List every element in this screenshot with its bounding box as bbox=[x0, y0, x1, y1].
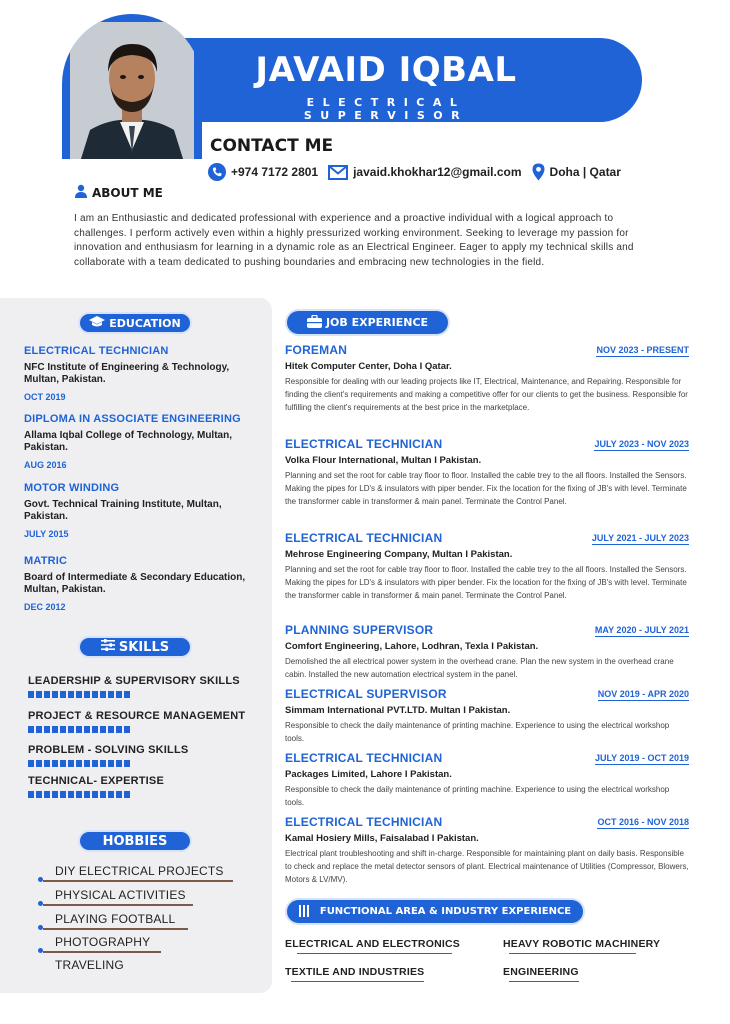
job-company: Hitek Computer Center, Doha I Qatar. bbox=[285, 361, 452, 372]
job-date: MAY 2020 - JULY 2021 bbox=[594, 625, 689, 635]
education-title: MOTOR WINDING bbox=[24, 482, 120, 494]
hobby-item bbox=[38, 888, 238, 902]
education-institution: NFC Institute of Engineering & Technology, Multan, Pakistan. bbox=[24, 362, 230, 385]
skill-level-block bbox=[28, 760, 34, 767]
job-item bbox=[285, 687, 689, 745]
skill-level-bar bbox=[28, 791, 258, 798]
education-title: ELECTRICAL TECHNICIAN bbox=[24, 345, 169, 357]
job-item bbox=[285, 531, 689, 602]
job-description: Planning and set the root for cable tray floor to floor. Installed the cable trey to the all floors. Installed the Sensors. Making the pipes for LD's & insulators with piper bender. Fix the location for the fixing of JB's with level. Terminate the transformer cable in transformer & main panel. Terminate the Control Panel. bbox=[285, 565, 687, 600]
skill-level-block bbox=[124, 760, 130, 767]
education-heading bbox=[78, 312, 192, 334]
job-company: Simmam International PVT.LTD. Multan I Pakistan. bbox=[285, 705, 511, 716]
skill-level-block bbox=[36, 791, 42, 798]
job-item bbox=[285, 437, 689, 508]
skill-level-bar bbox=[28, 691, 258, 698]
skill-level-block bbox=[76, 726, 82, 733]
skills-heading bbox=[78, 636, 192, 658]
skill-name: LEADERSHIP & SUPERVISORY SKILLS bbox=[28, 675, 240, 687]
education-institution: Allama Iqbal College of Technology, Multan, Pakistan. bbox=[24, 430, 232, 453]
functional-area-item bbox=[503, 938, 660, 953]
job-role: ELECTRICAL TECHNICIAN bbox=[285, 751, 443, 765]
skill-level-block bbox=[52, 791, 58, 798]
job-company: Comfort Engineering, Lahore, Lodhran, Texla I Pakistan. bbox=[285, 641, 539, 652]
skill-level-block bbox=[116, 791, 122, 798]
skill-level-block bbox=[76, 691, 82, 698]
skill-level-block bbox=[108, 691, 114, 698]
job-description: Demolished the all electrical power system in the overhead crane. Plan the new system in the overhead crane cabin. Installed the new automation electrical system in the panel. bbox=[285, 657, 674, 679]
skill-level-block bbox=[100, 791, 106, 798]
functional-area-item bbox=[285, 966, 424, 981]
skill-item bbox=[28, 744, 258, 767]
hobby-label: TRAVELING bbox=[55, 958, 124, 972]
job-company: Volka Flour International, Multan I Pakistan. bbox=[285, 455, 482, 466]
job-description: Responsible to check the daily maintenance of printing machine. Experience to using the electrical workshop tools. bbox=[285, 785, 670, 807]
skill-item bbox=[28, 710, 258, 733]
skill-name: TECHNICAL- EXPERTISE bbox=[28, 775, 165, 787]
skill-level-block bbox=[76, 760, 82, 767]
contact-row bbox=[208, 163, 631, 181]
functional-area-item bbox=[503, 966, 579, 981]
location-pin-icon bbox=[532, 163, 545, 181]
graduation-cap-icon bbox=[89, 316, 105, 331]
hobby-item bbox=[38, 912, 238, 926]
job-role: ELECTRICAL TECHNICIAN bbox=[285, 815, 443, 829]
functional-area-item bbox=[285, 938, 460, 953]
skill-level-block bbox=[28, 791, 34, 798]
education-date: JULY 2015 bbox=[24, 529, 69, 539]
skill-level-block bbox=[100, 691, 106, 698]
skill-level-block bbox=[68, 791, 74, 798]
hobby-label: PHOTOGRAPHY bbox=[55, 935, 151, 949]
skill-level-block bbox=[84, 691, 90, 698]
skill-level-block bbox=[44, 791, 50, 798]
job-role: PLANNING SUPERVISOR bbox=[285, 623, 434, 637]
job-role: ELECTRICAL SUPERVISOR bbox=[285, 687, 447, 701]
user-icon bbox=[74, 184, 92, 201]
candidate-name: JAVAID IQBAL bbox=[255, 50, 517, 90]
hobby-label: DIY ELECTRICAL PROJECTS bbox=[55, 864, 224, 878]
job-description: Planning and set the root for cable tray floor to floor. Installed the cable trey to the all floors. Installed the Sensors. Making the pipes for LD's & insulators with piper bender. Fix the location for the fixing of JB's with level. Terminate the transformer cable in transformer & main panel. Terminate the Control Panel. bbox=[285, 471, 687, 506]
skill-item bbox=[28, 675, 258, 698]
skill-level-bar bbox=[28, 726, 258, 733]
bullet-dot-icon bbox=[38, 948, 43, 953]
profile-photo bbox=[62, 14, 202, 159]
skill-level-block bbox=[60, 726, 66, 733]
skill-level-block bbox=[108, 760, 114, 767]
job-item bbox=[285, 343, 689, 414]
skills-heading-label: SKILLS bbox=[118, 639, 170, 655]
skill-level-block bbox=[28, 726, 34, 733]
skill-level-block bbox=[28, 691, 34, 698]
job-role: FOREMAN bbox=[285, 343, 348, 357]
bar-chart-icon bbox=[299, 904, 312, 920]
skill-level-block bbox=[116, 760, 122, 767]
skill-level-block bbox=[84, 791, 90, 798]
education-item bbox=[24, 413, 264, 470]
location-text: Doha | Qatar bbox=[549, 165, 621, 179]
candidate-job-title: ELECTRICAL SUPERVISOR bbox=[303, 96, 469, 122]
hobbies-heading: HOBBIES bbox=[78, 830, 192, 852]
skill-level-block bbox=[52, 691, 58, 698]
briefcase-icon bbox=[307, 315, 322, 331]
skill-level-block bbox=[76, 791, 82, 798]
hobby-item bbox=[38, 864, 238, 878]
phone-icon bbox=[208, 163, 226, 181]
skill-item bbox=[28, 775, 258, 798]
job-date: JULY 2021 - JULY 2023 bbox=[591, 533, 689, 543]
job-description: Responsible for dealing with our leading projects like IT, Electrical, Maintenance, and Repairing. Responsible for finding the client's requirements and making a competitive offer for our clients to get the business. Responsible for fulfilling the client's requirements at the best price in the marketplace. bbox=[285, 377, 688, 412]
bullet-dot-icon bbox=[38, 877, 43, 882]
education-date: AUG 2016 bbox=[24, 460, 67, 470]
education-title: DIPLOMA IN ASSOCIATE ENGINEERING bbox=[24, 413, 241, 425]
skill-level-block bbox=[68, 760, 74, 767]
bullet-dot-icon bbox=[38, 925, 43, 930]
skill-level-block bbox=[108, 726, 114, 733]
hobby-underline bbox=[43, 951, 161, 953]
about-text: I am an Enthusiastic and dedicated professional with experience and a proactive individual with a logical approach to challenges. I perform actively even within a highly pressurized working environment. Seeking to leverage my passion for innovation and enthusiasm for learning in a dynamic role as an Electrical Engineer. Eager to apply my technical skills and collaborate with a team dedicated to pushing boundaries and embracing new technologies in the field. bbox=[74, 213, 634, 268]
skill-level-block bbox=[116, 726, 122, 733]
job-company: Kamal Hosiery Mills, Faisalabad I Pakistan. bbox=[285, 833, 479, 844]
functional-area-label: ENGINEERING bbox=[503, 966, 579, 978]
sliders-icon bbox=[101, 639, 115, 655]
skill-level-block bbox=[116, 691, 122, 698]
contact-heading: CONTACT ME bbox=[210, 136, 334, 156]
email-address[interactable]: javaid.khokhar12@gmail.com bbox=[353, 165, 522, 179]
job-date: NOV 2023 - PRESENT bbox=[596, 345, 689, 355]
skill-level-block bbox=[44, 691, 50, 698]
hobby-underline bbox=[43, 928, 188, 930]
job-experience-heading bbox=[285, 309, 450, 336]
job-role: ELECTRICAL TECHNICIAN bbox=[285, 531, 443, 545]
functional-area-label: ELECTRICAL AND ELECTRONICS bbox=[285, 938, 460, 950]
job-item bbox=[285, 815, 689, 886]
skill-level-block bbox=[68, 691, 74, 698]
skill-level-block bbox=[36, 726, 42, 733]
skill-level-block bbox=[44, 726, 50, 733]
skill-level-block bbox=[108, 791, 114, 798]
about-heading-label: ABOUT ME bbox=[92, 185, 163, 200]
education-institution: Govt. Technical Training Institute, Multan, Pakistan. bbox=[24, 499, 222, 522]
job-company: Mehrose Engineering Company, Multan I Pakistan. bbox=[285, 549, 513, 560]
envelope-icon bbox=[328, 165, 348, 180]
functional-area-label: HEAVY ROBOTIC MACHINERY bbox=[503, 938, 661, 950]
job-date: NOV 2019 - APR 2020 bbox=[597, 689, 689, 699]
skill-level-block bbox=[124, 726, 130, 733]
job-date: OCT 2016 - NOV 2018 bbox=[597, 817, 689, 827]
functional-area-heading-label: FUNCTIONAL AREA & INDUSTRY EXPERIENCE bbox=[319, 906, 572, 917]
job-description: Electrical plant troubleshooting and shift in-charge. Responsible for maintaining plant on daily basis. Responsible to check and replace the metal detector sensors of plant. Electrical maintenance of Utilities (Compressor, Blowers, Motors & LV/MV). bbox=[285, 849, 689, 884]
hobby-underline bbox=[43, 904, 193, 906]
education-date: OCT 2019 bbox=[24, 392, 66, 402]
education-date: DEC 2012 bbox=[24, 602, 66, 612]
skill-level-bar bbox=[28, 760, 258, 767]
skill-level-block bbox=[60, 791, 66, 798]
job-role: ELECTRICAL TECHNICIAN bbox=[285, 437, 443, 451]
hobby-item bbox=[38, 935, 238, 949]
job-date: JULY 2019 - OCT 2019 bbox=[594, 753, 689, 763]
skill-level-block bbox=[44, 760, 50, 767]
skill-level-block bbox=[124, 691, 130, 698]
skill-level-block bbox=[68, 726, 74, 733]
bullet-dot-icon bbox=[38, 901, 43, 906]
education-item bbox=[24, 345, 264, 402]
skill-level-block bbox=[124, 791, 130, 798]
job-experience-heading-label: JOB EXPERIENCE bbox=[325, 316, 429, 329]
education-heading-label: EDUCATION bbox=[109, 316, 181, 330]
skill-level-block bbox=[92, 726, 98, 733]
skill-level-block bbox=[52, 726, 58, 733]
job-item bbox=[285, 751, 689, 809]
skill-name: PROBLEM - SOLVING SKILLS bbox=[28, 744, 189, 756]
skill-level-block bbox=[92, 691, 98, 698]
skill-level-block bbox=[36, 760, 42, 767]
skill-name: PROJECT & RESOURCE MANAGEMENT bbox=[28, 710, 246, 722]
education-item bbox=[24, 482, 264, 539]
skill-level-block bbox=[92, 760, 98, 767]
job-date: JULY 2023 - NOV 2023 bbox=[594, 439, 689, 449]
functional-area-label: TEXTILE AND INDUSTRIES bbox=[285, 966, 425, 978]
hobby-underline bbox=[43, 880, 233, 882]
hobby-item bbox=[38, 958, 238, 972]
skill-level-block bbox=[60, 760, 66, 767]
skill-level-block bbox=[84, 726, 90, 733]
job-description: Responsible to check the daily maintenance of printing machine. Experience to using the electrical workshop tools. bbox=[285, 721, 670, 743]
about-heading bbox=[74, 184, 163, 201]
education-title: MATRIC bbox=[24, 555, 68, 567]
skill-level-block bbox=[84, 760, 90, 767]
hobby-label: PLAYING FOOTBALL bbox=[55, 912, 176, 926]
skill-level-block bbox=[52, 760, 58, 767]
functional-area-heading bbox=[285, 898, 585, 925]
portrait-illustration bbox=[70, 22, 194, 159]
education-item bbox=[24, 555, 264, 612]
skill-level-block bbox=[100, 760, 106, 767]
skill-level-block bbox=[92, 791, 98, 798]
job-item bbox=[285, 623, 689, 681]
skill-level-block bbox=[60, 691, 66, 698]
phone-number[interactable]: +974 7172 2801 bbox=[231, 165, 319, 179]
job-company: Packages Limited, Lahore I Pakistan. bbox=[285, 769, 452, 780]
hobby-label: PHYSICAL ACTIVITIES bbox=[55, 888, 186, 902]
education-institution: Board of Intermediate & Secondary Education, Multan, Pakistan. bbox=[24, 572, 246, 595]
skill-level-block bbox=[100, 726, 106, 733]
skill-level-block bbox=[36, 691, 42, 698]
